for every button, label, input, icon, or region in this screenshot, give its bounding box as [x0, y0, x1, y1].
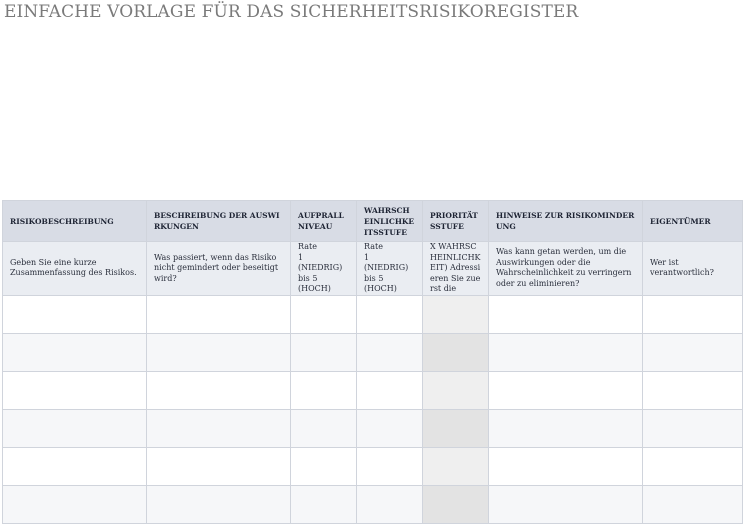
risk-register-table — [2, 200, 743, 524]
cell-likelihood-level[interactable] — [357, 485, 423, 523]
cell-owner[interactable] — [643, 295, 743, 333]
table-row — [3, 447, 743, 485]
instruction-impact-description: Was passiert, wenn das Risiko nicht gemindert oder beseitigt wird? — [147, 242, 291, 296]
cell-impact-level[interactable] — [291, 409, 357, 447]
cell-impact-description[interactable] — [147, 333, 291, 371]
header-impact-description: BESCHREIBUNG DER AUSWIRKUNGEN — [147, 201, 291, 242]
instruction-priority-level: X WAHRSCHEINLICHKEIT) Adressieren Sie zuerst die — [423, 242, 489, 296]
header-impact-level: AUFPRALL NIVEAU — [291, 201, 357, 242]
header-priority-level: PRIORITÄTSSTUFE — [423, 201, 489, 242]
header-mitigation-notes: HINWEISE ZUR RISIKOMINDERUNG — [489, 201, 643, 242]
cell-impact-description[interactable] — [147, 447, 291, 485]
cell-mitigation-notes[interactable] — [489, 447, 643, 485]
cell-priority-level[interactable] — [423, 409, 489, 447]
table-row — [3, 333, 743, 371]
cell-risk-description[interactable] — [3, 447, 147, 485]
cell-likelihood-level[interactable] — [357, 295, 423, 333]
cell-likelihood-level[interactable] — [357, 333, 423, 371]
cell-risk-description[interactable] — [3, 409, 147, 447]
instruction-impact-level: Rate 1 (NIEDRIG) bis 5 (HOCH) — [291, 242, 357, 296]
header-likelihood-level: WAHRSCHEINLICHKEITSSTUFE — [357, 201, 423, 242]
cell-likelihood-level[interactable] — [357, 447, 423, 485]
cell-priority-level[interactable] — [423, 333, 489, 371]
cell-owner[interactable] — [643, 447, 743, 485]
instruction-likelihood-level: Rate 1 (NIEDRIG) bis 5 (HOCH) — [357, 242, 423, 296]
header-owner: EIGENTÜMER — [643, 201, 743, 242]
cell-mitigation-notes[interactable] — [489, 333, 643, 371]
cell-impact-description[interactable] — [147, 295, 291, 333]
cell-mitigation-notes[interactable] — [489, 295, 643, 333]
header-row — [3, 201, 743, 242]
cell-likelihood-level[interactable] — [357, 409, 423, 447]
table-row — [3, 409, 743, 447]
instruction-owner: Wer ist verantwortlich? — [643, 242, 743, 296]
table-row — [3, 485, 743, 523]
cell-risk-description[interactable] — [3, 371, 147, 409]
page-title: EINFACHE VORLAGE FÜR DAS SICHERHEITSRISIKOREGISTER — [4, 2, 579, 22]
cell-priority-level[interactable] — [423, 371, 489, 409]
cell-priority-level[interactable] — [423, 447, 489, 485]
cell-risk-description[interactable] — [3, 295, 147, 333]
cell-impact-description[interactable] — [147, 409, 291, 447]
cell-impact-description[interactable] — [147, 485, 291, 523]
instruction-mitigation-notes: Was kann getan werden, um die Auswirkungen oder die Wahrscheinlichkeit zu verringern oder zu eliminieren? — [489, 242, 643, 296]
cell-impact-level[interactable] — [291, 447, 357, 485]
cell-owner[interactable] — [643, 409, 743, 447]
cell-impact-level[interactable] — [291, 333, 357, 371]
cell-mitigation-notes[interactable] — [489, 485, 643, 523]
table-row — [3, 371, 743, 409]
instruction-row — [3, 242, 743, 296]
cell-impact-level[interactable] — [291, 295, 357, 333]
header-risk-description: RISIKOBESCHREIBUNG — [3, 201, 147, 242]
cell-impact-level[interactable] — [291, 485, 357, 523]
cell-risk-description[interactable] — [3, 485, 147, 523]
cell-owner[interactable] — [643, 371, 743, 409]
cell-risk-description[interactable] — [3, 333, 147, 371]
cell-impact-level[interactable] — [291, 371, 357, 409]
cell-mitigation-notes[interactable] — [489, 409, 643, 447]
table-row — [3, 295, 743, 333]
cell-priority-level[interactable] — [423, 295, 489, 333]
cell-likelihood-level[interactable] — [357, 371, 423, 409]
instruction-risk-description: Geben Sie eine kurze Zusammenfassung des Risikos. — [3, 242, 147, 296]
cell-owner[interactable] — [643, 485, 743, 523]
cell-priority-level[interactable] — [423, 485, 489, 523]
cell-impact-description[interactable] — [147, 371, 291, 409]
cell-owner[interactable] — [643, 333, 743, 371]
cell-mitigation-notes[interactable] — [489, 371, 643, 409]
